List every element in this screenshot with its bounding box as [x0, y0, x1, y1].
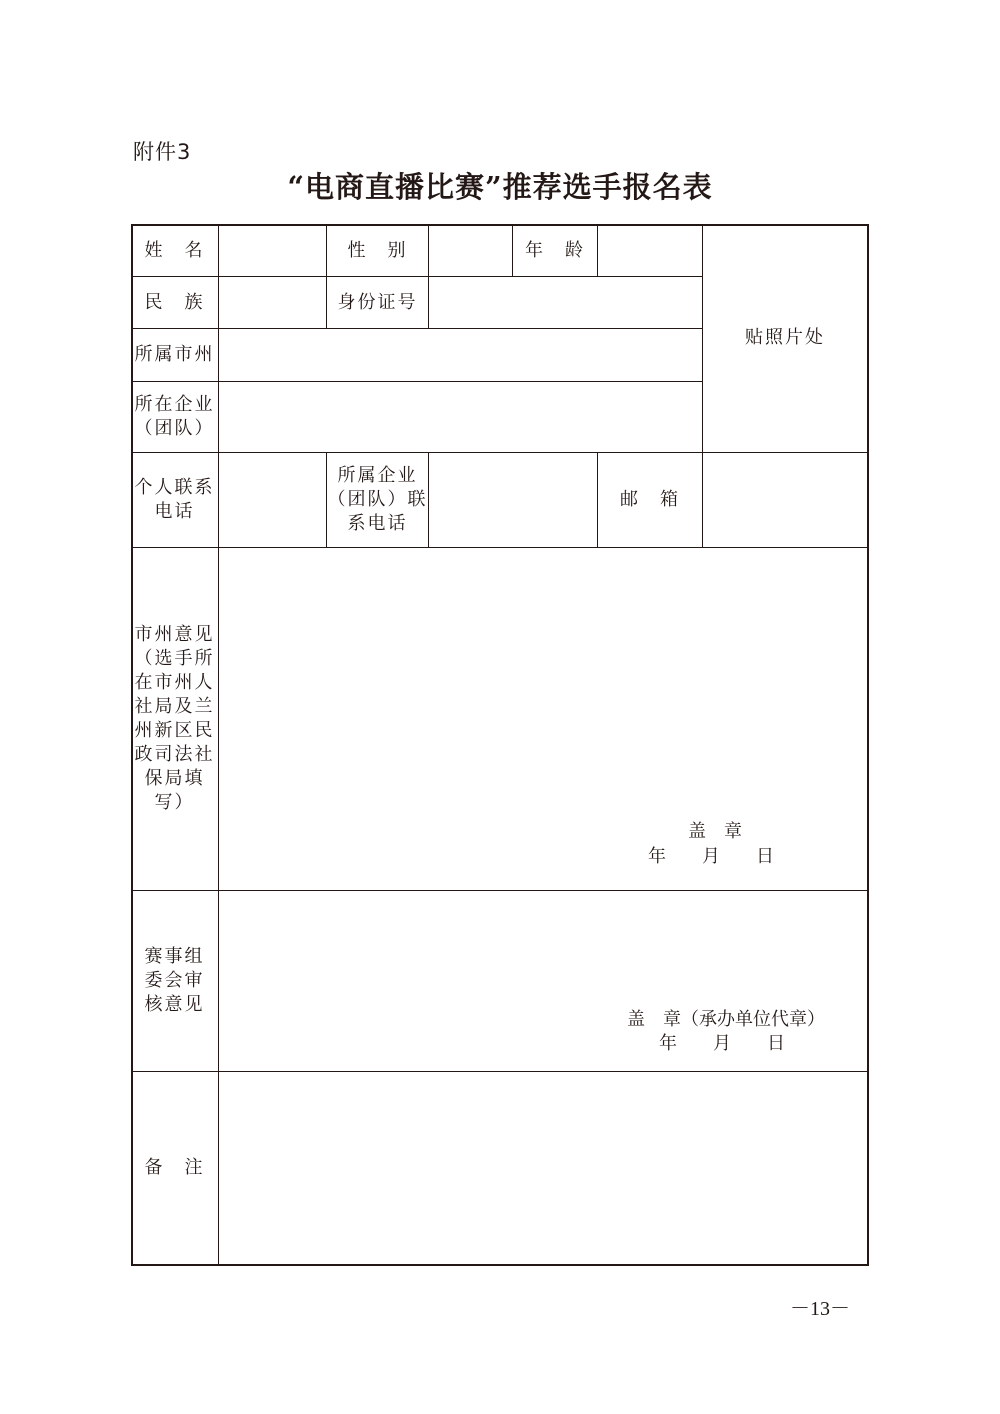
company-label: 所在企业 （团队）	[134, 394, 215, 439]
city-opinion-label: 市州意见 （选手所 在市州人 社局及兰 州新区民 政司法社 保局填 写）	[134, 624, 215, 813]
ethnicity-field[interactable]	[219, 277, 326, 328]
personal-phone-field[interactable]	[219, 453, 326, 547]
committee-opinion-label: 赛事组 委会审 核意见	[144, 946, 205, 1015]
city-label: 所属市州	[134, 344, 215, 365]
city-field[interactable]	[219, 329, 702, 381]
remarks-label: 备 注	[144, 1157, 205, 1178]
page-number: －13－	[790, 1298, 850, 1320]
age-label: 年 龄	[525, 240, 585, 261]
age-field[interactable]	[598, 226, 702, 276]
city-opinion-seal: 盖 章	[688, 821, 742, 842]
email-label: 邮 箱	[620, 489, 680, 510]
email-field[interactable]	[703, 453, 867, 547]
committee-date: 年 月 日	[659, 1033, 785, 1054]
company-phone-label: 所属企业 （团队）联 系电话	[327, 465, 428, 534]
attachment-label: 附件3	[133, 140, 192, 164]
form-title: “电商直播比赛”推荐选手报名表	[287, 170, 713, 204]
name-field[interactable]	[219, 226, 326, 276]
id-number-label: 身份证号	[337, 291, 418, 313]
city-opinion-field[interactable]	[219, 548, 867, 890]
company-field[interactable]	[219, 382, 702, 452]
company-phone-field[interactable]	[429, 453, 597, 547]
name-label: 姓 名	[144, 240, 205, 261]
city-opinion-date: 年 月 日	[648, 846, 774, 867]
remarks-field[interactable]	[219, 1072, 867, 1264]
ethnicity-label: 民 族	[144, 291, 205, 313]
gender-field[interactable]	[429, 226, 512, 276]
committee-seal: 盖 章（承办单位代章）	[627, 1009, 825, 1030]
gender-label: 性 别	[347, 240, 408, 261]
id-number-field[interactable]	[429, 277, 702, 328]
photo-placeholder: 贴照片处	[745, 327, 825, 348]
personal-phone-label: 个人联系 电话	[134, 477, 215, 522]
